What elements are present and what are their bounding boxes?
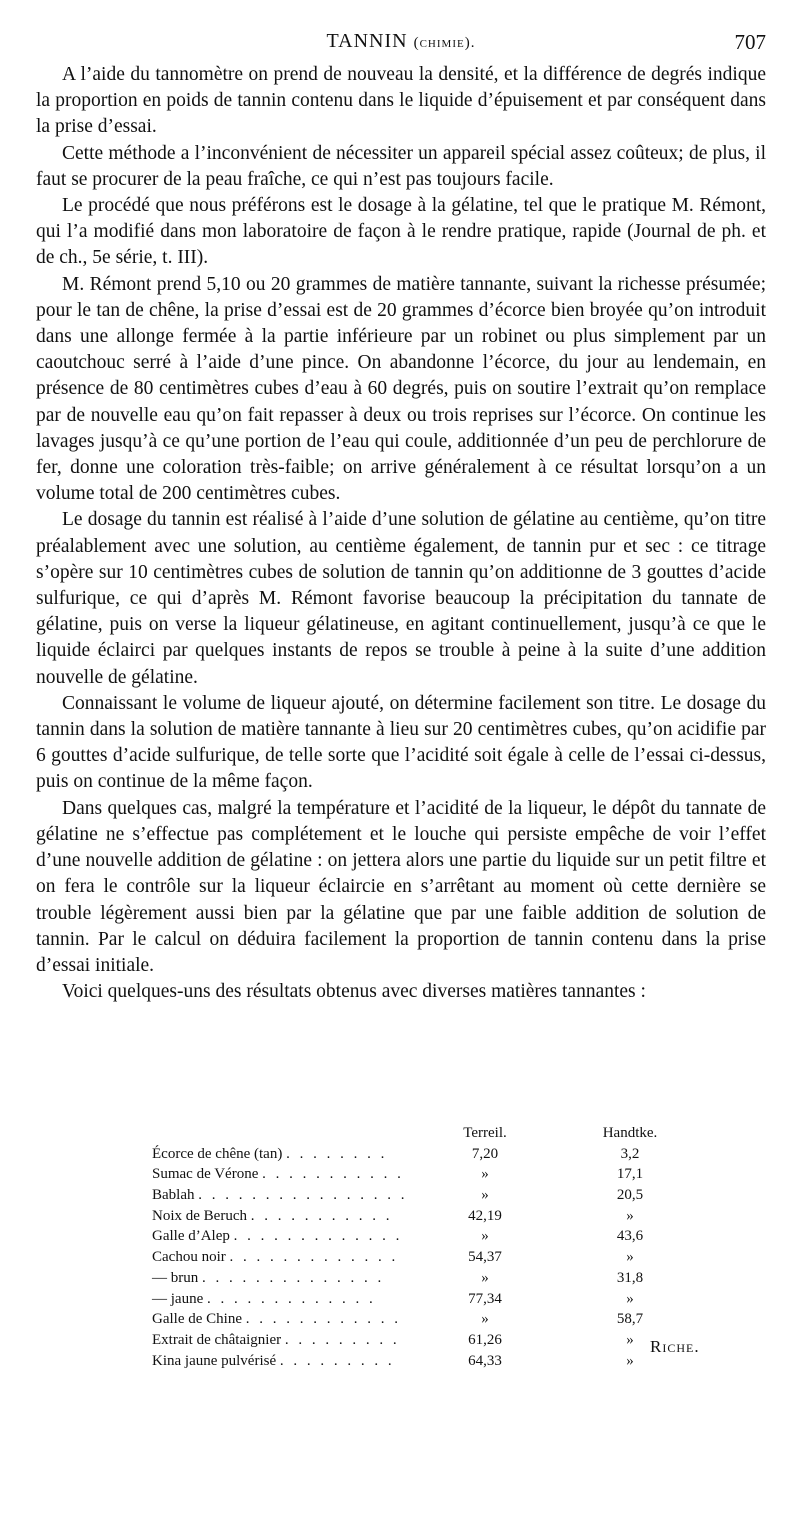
leader-dots: . . . . . . . . . . . — [250, 1207, 393, 1224]
row-handtke: 43,6 — [616, 1228, 644, 1245]
row-terreil: » — [481, 1228, 489, 1245]
table-row — [60, 1247, 720, 1268]
row-terreil: 7,20 — [471, 1145, 499, 1162]
row-name: Galle d’Alep — [152, 1228, 230, 1245]
paragraph-5: Le dosage du tannin est réalisé à l’aide d’une solution de gélatine au centième, qu’on titre préalablement avec une solution, au centième également, de tannin pur et sec : ce titrage s’opère sur 10 centimètres cubes de solution de tannin qu’on additionne de 3 gouttes d’acide sulfurique, ce qui d’après M. Rémont favorise beaucoup la précipitation du tannate de gélatine, puis on verse la liqueur gélatineuse, en agitant continuellement, jusqu’à ce que le liquide éclairci par quelques instants de repos se trouble à peine à la suite d’une addition nouvelle de gélatine. — [36, 509, 766, 688]
row-handtke: 17,1 — [616, 1166, 644, 1183]
paragraph-6: Connaissant le volume de liqueur ajouté, on détermine facilement son titre. Le dosage du tannin dans la solution de matière tannante à lieu sur 20 centimètres cubes, qu’on acidifie par 6 gouttes d’acide sulfurique, de telle sorte que l’acidité soit égale à celle de l’essai ci-dessus, puis on continue de la même façon. — [36, 692, 766, 793]
leader-dots: . . . . . . . . . . . . . — [229, 1249, 399, 1266]
row-terreil: » — [481, 1166, 489, 1183]
row-name: — jaune — [152, 1290, 204, 1307]
body-text — [36, 62, 766, 1005]
row-name: Kina jaune pulvérisé — [152, 1352, 277, 1369]
table-row — [60, 1185, 720, 1206]
header-terreil: Terreil. — [463, 1125, 507, 1141]
table-row — [60, 1351, 720, 1372]
leader-dots: . . . . . . . . . . . . . — [206, 1290, 376, 1307]
table-row — [60, 1164, 720, 1185]
row-name: Cachou noir — [152, 1249, 226, 1266]
paragraph-7: Dans quelques cas, malgré la température et l’acidité de la liqueur, le dépôt du tannate de gélatine ne s’effectue pas complétement et le louche qui persiste empêche de voir l’effet d’une nouvelle addition de gélatine : on jettera alors une partie du liquide sur un petit filtre et on fera le contrôle sur la liqueur éclaircie en s’arrêtant au moment où cette dernière se trouble légèrement aussi bien par la gélatine que par une faible addition de solution de tannin. Par le calcul on déduira facilement la proportion de tannin contenu dans la prise d’essai initiale. — [36, 797, 766, 976]
row-terreil: 61,26 — [468, 1331, 502, 1348]
leader-dots: . . . . . . . . . . . . — [245, 1311, 401, 1328]
row-handtke: » — [626, 1207, 634, 1224]
row-terreil: » — [481, 1187, 489, 1204]
header-handtke: Handtke. — [602, 1125, 658, 1141]
row-handtke: » — [626, 1352, 634, 1369]
row-handtke: » — [626, 1290, 634, 1307]
row-terreil: 77,34 — [468, 1290, 502, 1307]
leader-dots: . . . . . . . . . — [279, 1352, 395, 1369]
row-handtke: » — [626, 1331, 634, 1348]
results-table — [60, 1123, 720, 1371]
table-row — [60, 1289, 720, 1310]
table-intro: Voici quelques-uns des résultats obtenus avec diverses matières tannantes : — [62, 981, 646, 1003]
row-handtke: 20,5 — [616, 1187, 644, 1204]
paragraph-2: Cette méthode a l’inconvénient de nécessiter un appareil spécial assez coûteux; de plus, il faut se procurer de la peau fraîche, ce qui n’est pas toujours facile. — [36, 142, 766, 190]
table-row — [60, 1206, 720, 1227]
table-row — [60, 1268, 720, 1289]
row-name: Galle de Chine — [152, 1311, 242, 1328]
author-signature: Riche. — [650, 1337, 700, 1356]
table-row — [60, 1144, 720, 1165]
leader-dots: . . . . . . . . . . . — [262, 1166, 404, 1183]
row-name: Extrait de châtaignier — [152, 1331, 282, 1348]
paragraph-1: A l’aide du tannomètre on prend de nouveau la densité, et la différence de degrés indique la proportion en poids de tannin contenu dans le liquide d’épuisement et par conséquent dans la prise d’essai. — [36, 64, 766, 138]
leader-dots: . . . . . . . . . — [284, 1331, 400, 1348]
row-terreil: 64,33 — [468, 1352, 502, 1369]
running-header — [36, 30, 766, 60]
row-terreil: 54,37 — [468, 1249, 502, 1266]
row-name: Noix de Beruch — [152, 1207, 247, 1224]
row-name: Écorce de chêne (tan) — [152, 1145, 283, 1162]
table-header — [60, 1123, 720, 1144]
table-row — [60, 1330, 720, 1351]
row-name: Sumac de Vérone — [152, 1166, 259, 1183]
header-title: TANNIN — [326, 30, 408, 52]
header-subtitle: (chimie). — [413, 35, 476, 51]
row-handtke: 3,2 — [620, 1145, 640, 1162]
leader-dots: . . . . . . . . . . . . . — [233, 1228, 403, 1245]
row-terreil: 42,19 — [468, 1207, 502, 1224]
running-title — [36, 30, 766, 53]
leader-dots: . . . . . . . . . . . . . . . . — [198, 1187, 408, 1204]
paragraph-3: Le procédé que nous préférons est le dosage à la gélatine, tel que le pratique M. Rémont, qui l’a modifié dans mon laboratoire de façon à le rendre pratique, rapide (Journal de ph. et de ch., 5e série, t. III). — [36, 195, 766, 269]
row-terreil: » — [481, 1311, 489, 1328]
leader-dots: . . . . . . . . . . . . . . — [202, 1269, 385, 1286]
row-handtke: » — [626, 1249, 634, 1266]
row-handtke: 31,8 — [616, 1269, 644, 1286]
table-row — [60, 1309, 720, 1330]
table-row — [60, 1226, 720, 1247]
page-number: 707 — [734, 30, 766, 54]
row-terreil: » — [481, 1269, 489, 1286]
row-handtke: 58,7 — [616, 1311, 644, 1328]
leader-dots: . . . . . . . . — [286, 1145, 388, 1162]
row-name: — brun — [152, 1269, 199, 1286]
paragraph-4: M. Rémont prend 5,10 ou 20 grammes de matière tannante, suivant la richesse présumée; pour le tan de chêne, la prise d’essai est de 20 grammes d’écorce bien broyée qu’on introduit dans une allonge fermée à la partie inférieure par un robinet ou plus simplement par un caoutchouc serré à l’aide d’une pince. On abandonne l’écorce, du jour au lendemain, en présence de 80 centimètres cubes d’eau à 60 degrés, puis on soutire l’extrait qu’on remplace par de nouvelle eau qu’on fait repasser à deux ou trois reprises sur l’écorce. On continue les lavages jusqu’à ce qu’une portion de l’eau qui coule, additionnée d’un peu de perchlorure de fer, donne une coloration très-faible; on arrive généralement à ce résultat lorsqu’on a un volume total de 200 centimètres cubes. — [36, 273, 766, 505]
row-name: Bablah — [152, 1187, 195, 1204]
